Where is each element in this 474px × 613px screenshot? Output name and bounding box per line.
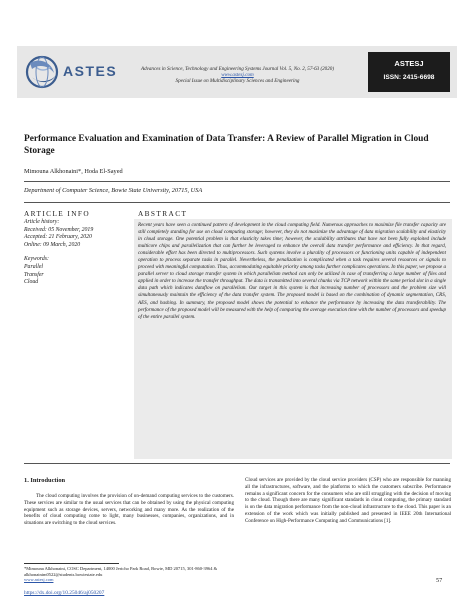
article-info-heading: ARTICLE INFO — [24, 209, 91, 218]
author-list: Mimouna Alkhonaini*, Hoda El-Sayed — [24, 168, 123, 175]
divider — [24, 181, 450, 182]
page-number: 57 — [436, 577, 443, 584]
keyword: Transfer — [24, 271, 44, 278]
corresponding-author-footnote — [24, 566, 224, 583]
logo-wordmark: ASTES — [63, 63, 118, 79]
special-issue-line: Special Issue on Multidisciplinary Sciences and Engineering — [175, 78, 300, 85]
journal-url-link[interactable]: www.astesj.com — [221, 72, 254, 79]
online-date: Online: 09 March, 2020 — [24, 241, 81, 248]
journal-title: Advances in Science, Technology and Engineering Systems Journal Vol. 5, No. 2, 57-63 (2020) — [140, 66, 335, 72]
received-date: Received: 05 November, 2019 — [24, 226, 94, 233]
journal-badge — [368, 52, 450, 92]
divider — [24, 202, 450, 203]
divider — [24, 463, 450, 464]
affiliation: Department of Computer Science, Bowie State University, 20715, USA — [24, 187, 203, 194]
abstract-text: Recent years have seen a continued pattern of development in the cloud computing field. Numerous approaches to maximize file transfer capacity are still completely standing for use on cloud computing storage; however, they do not maximize the advantage of data migration scalability and elasticity in cloud storage. One potential problem is that elasticity takes time; however, the scalability attributes that have not been fully exploited include multicore chips and parallelization that can further be leveraged to enhance the overall data transfer performance and efficiency. In that regard, considerable effort has been directed to multiprocessors. Such systems involve a plurality of processors or functioning units capable of independent operation to process separate tasks in parallel. Nevertheless, the penalization is complicated when a task requires several resources or signals to proceed with meaningful computation. Thus, accommodating equitable priority among tasks further complicates operations. In this paper, we propose a parallel server to cloud storage transfer system in which parallelism method can only be utilized in case of transferring a large number of files and applied in order to increase the transfer throughput. The data is transmitted into several chunks via TCP network within the same period slot in a single data path which indicates dataflow on parallelism. Our target in this system is that increasing number of processors and the problem size will simultaneously maintain the efficiency of the data transfer system. The proposed model is based on the combination of dynamic segmentation, CRS, AES, and hashing. In summary, the proposed model shows the potential to enhance the performance by increasing the data transferability. The performance of the proposed model will be measured with the help of comparing the average execution time with the number of processors and speedup of the entire parallel system. — [138, 222, 446, 320]
section-heading-introduction: 1. Introduction — [24, 477, 66, 484]
footnote-text: *Mimouna Alkhonaini, COSC Department, 14000 Jericho Park Road, Bowie, MD 20715, 301-860-3964 & alkhonainim0522@students.bowiestate.edu — [24, 566, 218, 577]
keyword: Cloud — [24, 279, 39, 286]
history-label: Article history: — [24, 219, 60, 225]
badge-issn: ISSN: 2415-6698 — [383, 74, 435, 81]
keyword: Parallel — [24, 263, 43, 270]
journal-citation — [115, 66, 360, 85]
abstract-heading: ABSTRACT — [138, 209, 188, 218]
footnote-rule — [24, 563, 119, 564]
paper-title: Performance Evaluation and Examination of Data Transfer: A Review of Parallel Migration in Cloud Storage — [24, 134, 429, 156]
accepted-date: Accepted: 21 February, 2020 — [24, 234, 92, 241]
footnote-url-link[interactable]: www.astesj.com — [24, 577, 54, 583]
body-paragraph-right: Cloud services are provided by the cloud service providers (CSP) who are responsible for manning all the infrastructures, software, and the platforms to which the customers subscribe. Performance remains a significant concern for the consumers who are still struggling with the decision of moving to the cloud. Though there are many significant standards in cloud computing, the primary standard is on the data migration performance from the non-cloud infrastructure to the cloud. This paper is an extension of the work which was initially published and presented in IEEE 20th International Conference on High-Performance Computing and Communications [1]. — [245, 477, 451, 524]
keywords-label: Keywords: — [24, 256, 49, 263]
article-info — [24, 219, 129, 287]
badge-name: ASTESJ — [394, 59, 424, 68]
body-paragraph-left: The cloud computing involves the provision of on-demand computing services to the customers. These services are similar to the usual services that can be obtained by using the physical computing equipment such as storage devices, servers, networking and many more. As the realization of the benefits of cloud computing come to light, many businesses, companies, organizations, and in situations are switching to the cloud services. — [24, 493, 234, 526]
doi-link[interactable]: https://dx.doi.org/10.25046/aj050207 — [24, 590, 105, 596]
